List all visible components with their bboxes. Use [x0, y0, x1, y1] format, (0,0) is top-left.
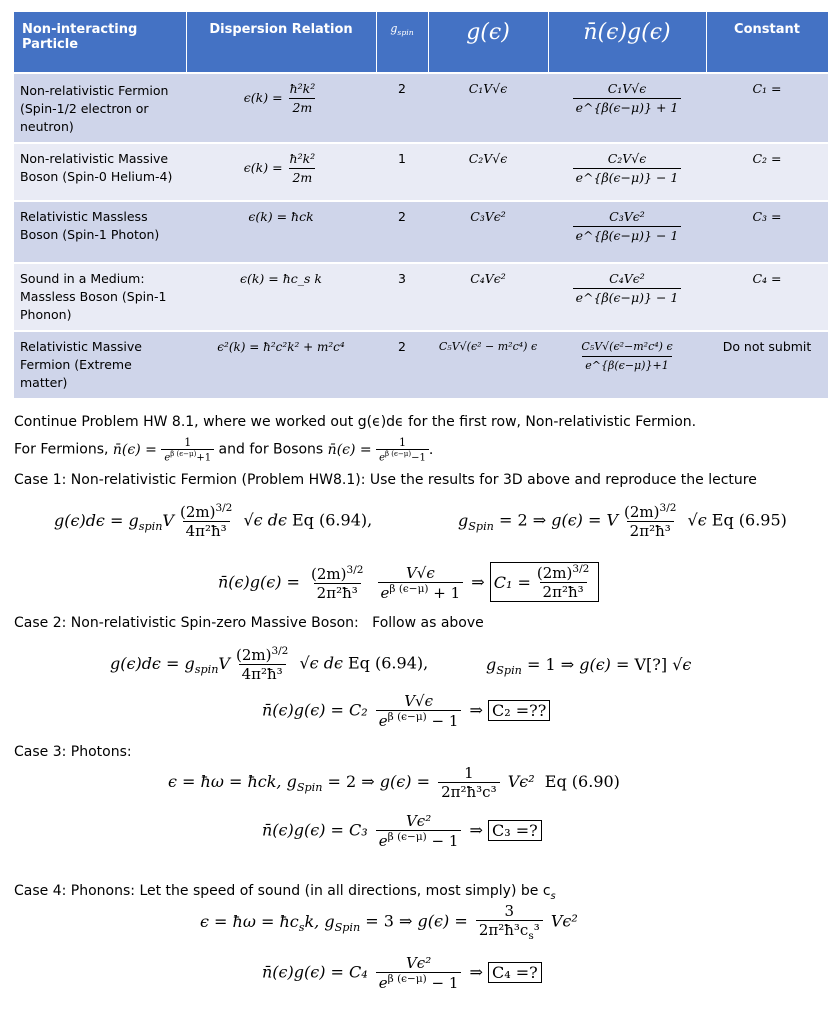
- dispersion-relation: ϵ(k) = ħck: [186, 201, 376, 263]
- gspin-value: 3: [376, 263, 428, 331]
- intro-text: Continue Problem HW 8.1, where we worked out g(ϵ)dϵ for the first row, Non-relativistic Fermion.: [14, 414, 697, 430]
- case1-eq-ng: n̄(ϵ)g(ϵ) = $\frac{(2m)^{3/2}}{\text{2π²ħ³}}$ $\frac{V√\epsilon}{e^{\beta (\epsilon-\mu)} + 1}$ ⇒ C₁ = $\frac{(2m)^{3/2}}{\text{2π²ħ³}}$: [218, 562, 599, 602]
- particle-name: Sound in a Medium: Massless Boson (Spin-1 Phonon): [14, 263, 186, 331]
- ng-value: $\frac{\text{C₄Vϵ²}}{e\^{}\{\beta(\epsilon-\mu)\} - 1}$: [548, 263, 706, 331]
- constant-value: C₄ =: [706, 263, 828, 331]
- gspin-value: 2: [376, 73, 428, 143]
- table-row: [14, 73, 828, 143]
- particle-name: Non-relativistic Fermion (Spin-1/2 electron or neutron): [14, 73, 186, 143]
- table-row: [14, 201, 828, 263]
- g-value: C₁V√ϵ: [428, 73, 548, 143]
- dispersion-relation: ϵ(k) = ħc_s k: [186, 263, 376, 331]
- case2-eq-g: $g(\epsilon)d\epsilon = g_{spin}V$ $\frac{(2m)^{3/2}}{\text{4π²ħ³}}$ √ϵ dϵ Eq (6.94),: [110, 645, 429, 683]
- constant-value: C₂ =: [706, 143, 828, 201]
- table-row: [14, 263, 828, 331]
- particle-name: Non-relativistic Massive Boson (Spin-0 Helium-4): [14, 143, 186, 201]
- gspin-value: 2: [376, 331, 428, 398]
- particle-name: Relativistic Massive Fermion (Extreme matter): [14, 331, 186, 398]
- ng-value: $\frac{\text{C₃Vϵ²}}{e\^{}\{\beta(\epsilon-\mu)\} - 1}$: [548, 201, 706, 263]
- c1-answer-box: C₁ = $\frac{(2m)^{3/2}}{\text{2π²ħ³}}$: [490, 562, 600, 602]
- constant-value: C₁ =: [706, 73, 828, 143]
- case3-eq-g: ϵ = ħω = ħck, $g_{Spin} = 2$ ⇒ g(ϵ) = $\frac{1}{\text{2π²ħ³c³}}$ Vϵ² Eq (6.90): [168, 764, 620, 801]
- case4-text: Case 4: Phonons: Let the speed of sound (in all directions, most simply) be $c_s$: [14, 883, 556, 902]
- c4-answer-box: C₄ =?: [488, 962, 542, 983]
- g-value: C₃Vϵ²: [428, 201, 548, 263]
- header-g: g(ϵ): [428, 12, 548, 73]
- constant-value: Do not submit: [706, 331, 828, 398]
- case2-eq-ng: n̄(ϵ)g(ϵ) = C₂ $\frac{V√\epsilon}{e^{\beta (\epsilon-\mu)} - 1}$ ⇒ C₂ =??: [262, 692, 550, 730]
- constant-value: C₃ =: [706, 201, 828, 263]
- table-row: [14, 143, 828, 201]
- case3-text: Case 3: Photons:: [14, 744, 132, 760]
- ng-value: $\frac{\text{C₁V√ϵ}}{e\^{}\{\beta(\epsilon-\mu)\} + 1}$: [548, 73, 706, 143]
- header-dispersion: Dispersion Relation: [186, 12, 376, 73]
- g-value: C₂V√ϵ: [428, 143, 548, 201]
- case1-eq-g: $g(\epsilon)d\epsilon = g_{spin}V$ $\frac{(2m)^{3/2}}{\text{4π²ħ³}}$ √ϵ dϵ Eq (6.94),: [54, 502, 373, 540]
- particle-name: Relativistic Massless Boson (Spin-1 Photon): [14, 201, 186, 263]
- gspin-value: 1: [376, 143, 428, 201]
- ng-value: $\frac{\text{C₂V√ϵ}}{e\^{}\{\beta(\epsilon-\mu)\} - 1}$: [548, 143, 706, 201]
- header-particle: Non-interacting Particle: [14, 12, 186, 73]
- dispersion-relation: ϵ(k) = $\frac{\text{ħ²k²}}{2m}$: [186, 143, 376, 201]
- header-ng: n̄(ϵ)g(ϵ): [548, 12, 706, 73]
- ng-value: $\frac{\text{C₅V√(ϵ²−m²c⁴) ϵ}}{e\^{}\{\beta(\epsilon-\mu)\}+1}$: [548, 331, 706, 398]
- case4-eq-g: ϵ = ħω = $ħc_sk$, $g_{Spin} = 3$ ⇒ g(ϵ) = $\frac{3}{2\pi^2ħ^3c_s^3}$ Vϵ²: [200, 902, 578, 942]
- header-constant: Constant: [706, 12, 828, 73]
- c2-answer-box: C₂ =??: [488, 700, 550, 721]
- case3-eq-ng: n̄(ϵ)g(ϵ) = C₃ $\frac{\text{Vϵ²}}{e^{\beta (\epsilon-\mu)} - 1}$ ⇒ C₃ =?: [262, 812, 542, 850]
- case4-eq-ng: n̄(ϵ)g(ϵ) = C₄ $\frac{\text{Vϵ²}}{e^{\beta (\epsilon-\mu)} - 1}$ ⇒ C₄ =?: [262, 954, 542, 992]
- g-value: C₅V√(ϵ² − m²c⁴) ϵ: [428, 331, 548, 398]
- case1-eq-gspin: $g_{Spin} = 2$ ⇒ g(ϵ) = V $\frac{(2m)^{3/2}}{\text{2π²ħ³}}$ √ϵ Eq (6.95): [458, 502, 787, 540]
- g-value: C₄Vϵ²: [428, 263, 548, 331]
- c3-answer-box: C₃ =?: [488, 820, 542, 841]
- case2-eq-gspin: $g_{Spin} = 1$ ⇒ g(ϵ) = V[?] √ϵ: [486, 655, 692, 678]
- table-row: [14, 331, 828, 398]
- case2-text: Case 2: Non-relativistic Spin-zero Massive Boson: Follow as above: [14, 615, 484, 631]
- occupation-line: For Fermions, n̄(ϵ) = $\frac{1}{e^{\beta (\epsilon-\mu)}+1}$ and for Bosons n̄(ϵ) = $\frac{1}{e^{\beta (\epsilon-\mu)}-1}$ .: [14, 436, 434, 464]
- dispersion-relation: ϵ²(k) = ħ²c²k² + m²c⁴: [186, 331, 376, 398]
- dispersion-relation: ϵ(k) = $\frac{\text{ħ²k²}}{2m}$: [186, 73, 376, 143]
- case1-text: Case 1: Non-relativistic Fermion (Problem HW8.1): Use the results for 3D above and reproduce the lecture: [14, 472, 757, 488]
- particle-table: [14, 12, 829, 398]
- header-gspin: $g_{spin}$: [376, 12, 428, 73]
- gspin-value: 2: [376, 201, 428, 263]
- table-header-row: [14, 12, 828, 73]
